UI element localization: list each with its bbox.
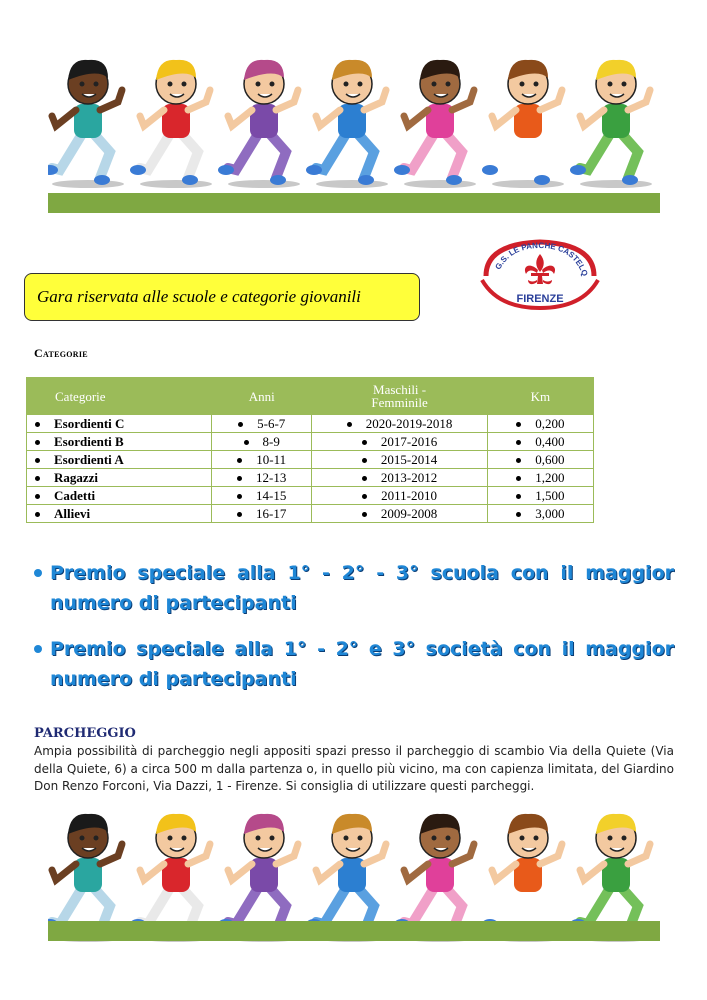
bullet-icon [237,458,242,463]
cell-anno-nascita-text: 2017-2016 [380,433,438,449]
categories-table [26,377,594,523]
cell-km [487,487,593,505]
bullet-icon [516,512,521,517]
cell-categoria-text: Ragazzi [54,469,99,485]
running-children-banner-bottom [48,806,660,976]
bullet-icon [34,645,42,653]
cell-anno-nascita [312,469,488,487]
bullet-icon [362,458,367,463]
cell-km [487,505,593,523]
cell-anni [212,469,312,487]
cell-categoria [27,487,212,505]
cell-categoria [27,433,212,451]
cell-km-text: 1,500 [535,487,565,503]
bullet-icon [35,494,40,499]
cell-anni [212,415,312,433]
cell-categoria-text: Esordienti C [54,415,125,431]
bullet-icon [237,512,242,517]
bullet-icon [516,494,521,499]
running-children-icon [48,806,660,976]
cell-km [487,451,593,469]
table-row [27,433,594,451]
bullet-icon [516,476,521,481]
bullet-icon [362,476,367,481]
cell-km-text: 1,200 [535,469,565,485]
callout-box [24,273,420,321]
cell-categoria-text: Esordienti A [54,451,124,467]
cell-km-text: 0,200 [535,415,565,431]
bullet-icon [35,422,40,427]
cell-anni [212,505,312,523]
parking-title: PARCHEGGIO [34,726,136,741]
cell-anni [212,487,312,505]
cell-km-text: 3,000 [535,505,565,521]
table-row [27,415,594,433]
bullet-icon [35,476,40,481]
cell-anno-nascita [312,487,488,505]
bullet-icon [244,440,249,445]
header-maschili-femminile: Maschili - Femminile [312,378,488,415]
bullet-icon [237,476,242,481]
running-children-icon [48,52,660,222]
cell-anni-text: 10-11 [256,451,287,467]
cell-anni-text: 8-9 [262,433,280,449]
header-anni: Anni [212,378,312,415]
bullet-icon [362,512,367,517]
header-km: Km [487,378,593,415]
cell-categoria-text: Cadetti [54,487,96,503]
cell-anno-nascita [312,415,488,433]
bullet-icon [516,422,521,427]
table-row [27,451,594,469]
prize-society [34,634,674,694]
bullet-icon [237,494,242,499]
cell-anno-nascita [312,451,488,469]
cell-anni-text: 5-6-7 [257,415,286,431]
cell-anno-nascita-text: 2015-2014 [380,451,438,467]
table-header-row [27,378,594,415]
bullet-icon [516,440,521,445]
prize-school-text: Premio speciale alla 1° - 2° - 3° scuola con il maggior numero di partecipanti [50,562,674,614]
cell-anno-nascita-text: 2013-2012 [380,469,438,485]
cell-anni [212,433,312,451]
callout-text: Gara riservata alle scuole e categorie giovanili [37,287,361,306]
cell-anni [212,451,312,469]
cell-categoria [27,451,212,469]
table-row [27,487,594,505]
cell-categoria-text: Esordienti B [54,433,124,449]
cell-categoria [27,505,212,523]
cell-anno-nascita-text: 2009-2008 [380,505,438,521]
categories-section-title: Categorie [34,346,88,360]
table-row [27,505,594,523]
running-children-banner-top [48,52,660,222]
parking-text: Ampia possibilità di parcheggio negli appositi spazi presso il parcheggio di scambio Via della Quiete (Via della Quiete, 6) a circa 500 m dalla partenza o, in quello più vicino, ma con capienza limitata, del Giardino Don Renzo Forconi, Via Dazzi, 1 - Firenze. Si consiglia di utilizzare questi parcheggi. [34,744,674,793]
cell-categoria [27,415,212,433]
table-row [27,469,594,487]
bullet-icon [347,422,352,427]
prize-society-text: Premio speciale alla 1° - 2° e 3° società con il maggior numero di partecipanti [50,638,674,690]
cell-anno-nascita [312,505,488,523]
cell-anno-nascita-text: 2011-2010 [381,487,438,503]
logo-arc-text: G.S. LE PANCHE CASTELQ [493,240,590,278]
bullet-icon [34,569,42,577]
bullet-icon [362,440,367,445]
logo-city-text: FIRENZE [516,293,564,305]
cell-categoria [27,469,212,487]
bullet-icon [362,494,367,499]
cell-anni-text: 14-15 [256,487,287,503]
prize-school [34,558,674,618]
cell-km-text: 0,600 [535,451,565,467]
cell-km [487,415,593,433]
bullet-icon [238,422,243,427]
cell-anno-nascita-text: 2020-2019-2018 [365,415,453,431]
cell-km-text: 0,400 [535,433,565,449]
bullet-icon [516,458,521,463]
cell-categoria-text: Allievi [54,505,91,521]
cell-anno-nascita [312,433,488,451]
header-categorie: Categorie [27,378,212,415]
bullet-icon [35,512,40,517]
bullet-icon [35,440,40,445]
cell-km [487,433,593,451]
club-logo [468,234,612,314]
cell-km [487,469,593,487]
bullet-icon [35,458,40,463]
cell-anni-text: 16-17 [256,505,287,521]
cell-anni-text: 12-13 [256,469,287,485]
